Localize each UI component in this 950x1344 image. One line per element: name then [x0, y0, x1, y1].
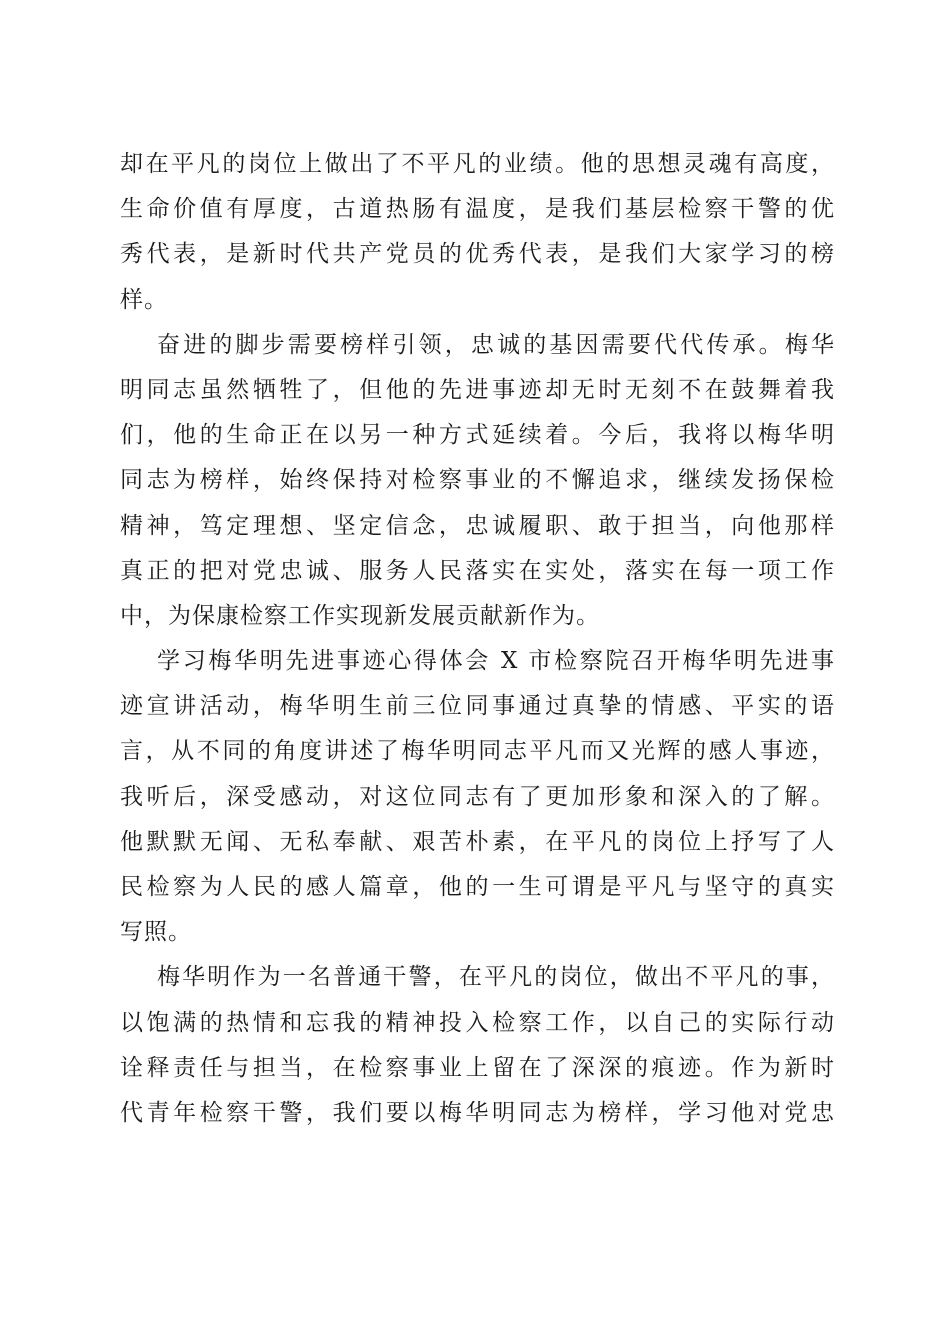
paragraph-1 [120, 142, 835, 323]
paragraph-3 [120, 639, 835, 955]
paragraph-line: 中，为保康检察工作实现新发展贡献新作为。 [120, 602, 600, 629]
paragraph-line: 奋进的脚步需要榜样引领，忠诚的基因需要代代传承。梅华 [157, 331, 835, 358]
paragraph-line: 样。 [120, 286, 168, 313]
paragraph-line: 们，他的生命正在以另一种方式延续着。今后，我将以梅华明 [120, 422, 835, 449]
paragraph-line: 民检察为人民的感人篇章，他的一生可谓是平凡与坚守的真实 [120, 874, 835, 900]
paragraph-line: 写照。 [120, 919, 192, 946]
paragraph-line: 他默默无闻、无私奉献、艰苦朴素，在平凡的岗位上抒写了人 [120, 828, 835, 855]
paragraph-line: 我听后，深受感动，对这位同志有了更加形象和深入的了解。 [120, 783, 835, 810]
paragraph-line: 学习梅华明先进事迹心得体会 X 市检察院召开梅华明先进事 [157, 648, 835, 675]
paragraph-line: 代青年检察干警，我们要以梅华明同志为榜样，学习他对党忠 [120, 1099, 835, 1126]
document-body [120, 142, 835, 1136]
paragraph-line: 同志为榜样，始终保持对检察事业的不懈追求，继续发扬保检 [120, 467, 835, 494]
paragraph-line: 生命价值有厚度，古道热肠有温度，是我们基层检察干警的优 [120, 196, 835, 223]
paragraph-line: 真正的把对党忠诚、服务人民落实在实处，落实在每一项工作 [120, 557, 835, 584]
paragraph-line: 诠释责任与担当，在检察事业上留在了深深的痕迹。作为新时 [120, 1054, 835, 1081]
paragraph-line: 却在平凡的岗位上做出了不平凡的业绩。他的思想灵魂有高度， [120, 151, 835, 177]
paragraph-line: 言，从不同的角度讲述了梅华明同志平凡而又光辉的感人事迹， [120, 738, 835, 765]
paragraph-line: 迹宣讲活动，梅华明生前三位同事通过真挚的情感、平实的语 [120, 693, 835, 720]
paragraph-line: 梅华明作为一名普通干警，在平凡的岗位，做出不平凡的事， [157, 964, 835, 991]
paragraph-line: 以饱满的热情和忘我的精神投入检察工作，以自己的实际行动 [120, 1009, 835, 1036]
paragraph-2 [120, 323, 835, 639]
paragraph-line: 秀代表，是新时代共产党员的优秀代表，是我们大家学习的榜 [120, 241, 835, 268]
paragraph-4 [120, 955, 835, 1136]
paragraph-line: 精神，笃定理想、坚定信念，忠诚履职、敢于担当，向他那样 [120, 512, 835, 539]
paragraph-line: 明同志虽然牺牲了，但他的先进事迹却无时无刻不在鼓舞着我 [120, 376, 835, 403]
